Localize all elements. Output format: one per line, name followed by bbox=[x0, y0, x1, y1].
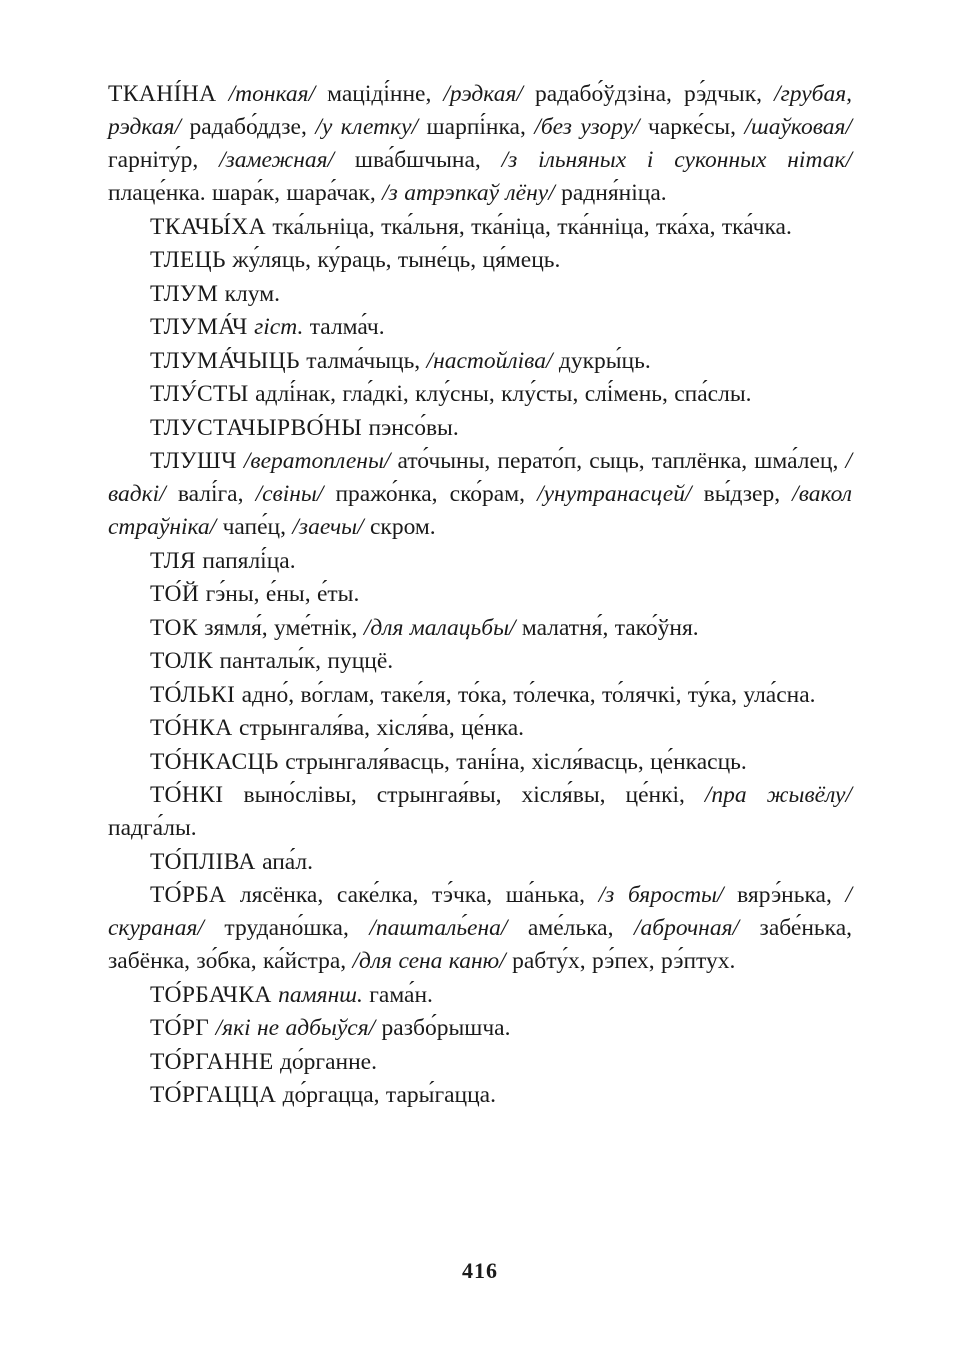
entry-headword: ТО́РБА bbox=[150, 882, 227, 909]
entry-text: рабту́х, рэ́пех, рэ́птух. bbox=[505, 948, 736, 975]
entry-text: гэ́ны, е́ны, е́ты. bbox=[199, 581, 360, 608]
entry-headword: ТЛУШЧ bbox=[150, 448, 237, 475]
dictionary-entry bbox=[108, 378, 852, 411]
dictionary-entry bbox=[108, 979, 852, 1012]
entry-headword: ТО́РГАННЕ bbox=[150, 1048, 274, 1075]
entry-gloss-italic: /з ільняных і суконных нітак/ bbox=[501, 147, 852, 174]
entry-headword: ТО́РБАЧКА bbox=[150, 981, 272, 1008]
entry-gloss-italic: /заечы/ bbox=[292, 514, 364, 541]
entry-text: чарке́сы, bbox=[639, 114, 745, 141]
dictionary-entry bbox=[108, 846, 852, 879]
entry-text bbox=[237, 448, 244, 474]
entry-text: трудано́шка, bbox=[203, 915, 370, 942]
entry-gloss-italic: /вакол страўніка/ bbox=[108, 481, 853, 541]
entry-gloss-italic: /грубая, рэдкая/ bbox=[108, 81, 852, 141]
entry-text: скром. bbox=[363, 514, 436, 541]
entry-text: забе́нька, забёнка, зо́бка, ка́йстра, bbox=[108, 915, 852, 975]
entry-headword: ТОК bbox=[150, 614, 198, 641]
dictionary-entry bbox=[108, 1012, 852, 1045]
entry-text: талма́ч. bbox=[303, 314, 385, 341]
entry-text: радабо́ддзе, bbox=[181, 114, 316, 141]
dictionary-entry bbox=[108, 211, 852, 244]
dictionary-entry bbox=[108, 645, 852, 678]
dictionary-entry bbox=[108, 679, 852, 712]
entry-text: ато́чыны, перато́п, сыць, таплёнка, шма́лец, bbox=[390, 448, 846, 475]
dictionary-entry bbox=[108, 578, 852, 611]
entry-headword: ТЛУСТАЧЫРВО́НЫ bbox=[150, 414, 363, 441]
entry-text bbox=[217, 81, 229, 107]
entry-headword: ТЛЯ bbox=[150, 547, 196, 574]
entry-list bbox=[108, 78, 852, 1112]
entry-gloss-italic: /тонкая/ bbox=[228, 81, 316, 107]
entry-text: адно́, во́глам, таке́ля, то́ка, то́лечка, то́лячкі, ту́ка, ула́сна. bbox=[235, 681, 816, 708]
entry-gloss-italic: /рэдкая/ bbox=[443, 81, 523, 107]
entry-gloss-italic: /свіны/ bbox=[255, 481, 324, 508]
dictionary-entry bbox=[108, 779, 852, 845]
entry-text: вярэ́нька, bbox=[723, 882, 846, 909]
dictionary-entry bbox=[108, 1079, 852, 1112]
entry-text: зямля́, уме́тнік, bbox=[197, 614, 364, 641]
dictionary-entry bbox=[108, 612, 852, 645]
entry-headword: ТЛУМА́Ч bbox=[150, 314, 248, 341]
entry-text: малатня́, тако́ўня. bbox=[515, 614, 699, 641]
dictionary-entry bbox=[108, 1046, 852, 1079]
entry-gloss-italic: /з бяросты/ bbox=[598, 882, 724, 909]
entry-text: выно́слівы, стрынгая́вы, хісля́вы, це́нкі, bbox=[223, 782, 705, 809]
dictionary-entry bbox=[108, 278, 852, 311]
entry-text: валі́га, bbox=[165, 481, 256, 508]
entry-text: гама́н. bbox=[362, 981, 433, 1008]
entry-text: радня́ніца. bbox=[554, 180, 667, 207]
entry-headword: ТО́ПЛІВА bbox=[150, 848, 256, 875]
entry-text: шарпі́нка, bbox=[418, 114, 535, 141]
entry-text: тка́льніца, тка́льня, тка́ніца, тка́нніца, тка́ха, тка́чка. bbox=[265, 213, 792, 240]
entry-text: талма́чыць, bbox=[299, 347, 427, 374]
entry-text: до́рганне. bbox=[273, 1048, 377, 1075]
entry-headword: ТКАЧЫ́ХА bbox=[150, 213, 266, 240]
entry-gloss-italic: памянш. bbox=[278, 981, 363, 1008]
entry-text: падга́лы. bbox=[108, 815, 197, 842]
dictionary-entry bbox=[108, 78, 852, 210]
entry-text: гарніту́р, bbox=[108, 147, 220, 174]
entry-text: аме́лька, bbox=[507, 915, 634, 942]
entry-gloss-italic: /які не адбыўся/ bbox=[215, 1015, 376, 1042]
entry-headword: ТЛУМ bbox=[150, 280, 219, 307]
entry-headword: ТЛУ́СТЫ bbox=[150, 381, 249, 408]
entry-gloss-italic: /пашталь́ена/ bbox=[369, 915, 508, 942]
entry-text: маціді́нне, bbox=[315, 81, 444, 107]
entry-gloss-italic: /у клетку/ bbox=[315, 114, 419, 141]
entry-headword: ТО́Й bbox=[150, 581, 200, 608]
entry-text: стрынгаля́васць, тані́на, хісля́васць, це́нкасць. bbox=[278, 748, 747, 775]
entry-headword: ТО́НКА bbox=[150, 715, 233, 742]
entry-text: вы́дзер, bbox=[691, 481, 793, 508]
entry-text: адлі́нак, гла́дкі, клу́сны, клу́сты, слі́мень, спа́слы. bbox=[248, 381, 752, 408]
entry-text: стрынгаля́ва, хісля́ва, це́нка. bbox=[232, 715, 525, 742]
entry-text: дукры́ць. bbox=[552, 347, 651, 374]
entry-gloss-italic: /шаўковая/ bbox=[744, 114, 852, 141]
entry-text: пражо́нка, ско́рам, bbox=[323, 481, 538, 508]
entry-text: панталы́к, пуццё. bbox=[213, 648, 394, 675]
entry-headword: ТО́РГАЦЦА bbox=[150, 1082, 277, 1109]
entry-text: апа́л. bbox=[255, 848, 314, 875]
dictionary-entry bbox=[108, 311, 852, 344]
entry-headword: ТО́НКАСЦЬ bbox=[150, 748, 279, 775]
entry-text: пэнсо́вы. bbox=[362, 414, 459, 441]
entry-gloss-italic: /для малацьбы/ bbox=[363, 614, 516, 641]
dictionary-entry bbox=[108, 746, 852, 779]
entry-gloss-italic: /для сена каню/ bbox=[352, 948, 506, 975]
entry-text: чапе́ц, bbox=[216, 514, 293, 541]
dictionary-entry bbox=[108, 412, 852, 445]
entry-text: разбо́рышча. bbox=[375, 1015, 511, 1042]
dictionary-entry bbox=[108, 345, 852, 378]
entry-text: радабо́ўдзіна, рэ́дчык, bbox=[522, 81, 775, 107]
entry-headword: ТКАНІ́НА bbox=[108, 81, 217, 107]
dictionary-entry bbox=[108, 879, 852, 978]
dictionary-entry bbox=[108, 244, 852, 277]
entry-text: лясёнка, саке́лка, тэ́чка, ша́нька, bbox=[226, 882, 599, 909]
entry-gloss-italic: /пра жывёлу/ bbox=[704, 782, 852, 809]
entry-headword: ТЛУМА́ЧЫЦЬ bbox=[150, 347, 300, 374]
entry-text: жу́ляць, ку́раць, тыне́ць, ця́мець. bbox=[225, 247, 561, 274]
entry-text: папялі́ца. bbox=[196, 547, 296, 574]
entry-gloss-italic: /унутранасцей/ bbox=[537, 481, 692, 508]
entry-gloss-italic: /скураная/ bbox=[108, 882, 852, 942]
entry-headword: ТО́ЛЬКІ bbox=[150, 681, 236, 708]
entry-gloss-italic: /вератоплены/ bbox=[243, 448, 391, 475]
entry-gloss-italic: /настойліва/ bbox=[426, 347, 553, 374]
entry-text: клум. bbox=[218, 280, 280, 307]
dictionary-entry bbox=[108, 545, 852, 578]
entry-gloss-italic: /замежная/ bbox=[219, 147, 335, 174]
entry-headword: ТОЛК bbox=[150, 648, 214, 675]
entry-gloss-italic: /з атрэпкаў лёну/ bbox=[382, 180, 555, 207]
entry-text: плаце́нка. шара́к, шара́чак, bbox=[108, 180, 383, 207]
entry-headword: ТО́НКІ bbox=[150, 782, 224, 809]
entry-gloss-italic: гіст. bbox=[254, 314, 304, 341]
entry-text: до́ргацца, тары́гацца. bbox=[276, 1082, 496, 1109]
entry-gloss-italic: /аброчная/ bbox=[633, 915, 740, 942]
entry-headword: ТЛЕЦЬ bbox=[150, 247, 226, 274]
entry-headword: ТО́РГ bbox=[150, 1015, 210, 1042]
page-number: 416 bbox=[462, 1258, 498, 1283]
entry-gloss-italic: /вадкі/ bbox=[108, 448, 853, 508]
dictionary-entry bbox=[108, 712, 852, 745]
entry-text: шва́бшчына, bbox=[334, 147, 502, 174]
entry-gloss-italic: /без узору/ bbox=[534, 114, 640, 141]
dictionary-entry bbox=[108, 445, 852, 544]
